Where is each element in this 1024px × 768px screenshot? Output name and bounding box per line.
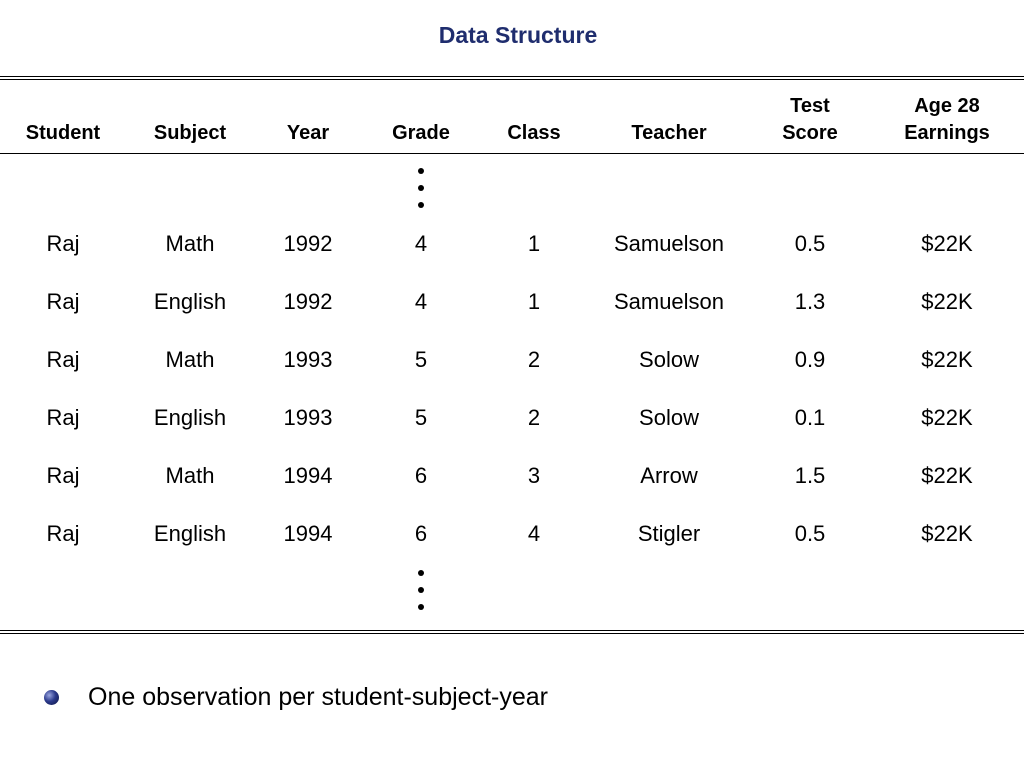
table-cell: Stigler — [637, 521, 701, 546]
table-cell: 1.3 — [794, 289, 826, 314]
table-cell: $22K — [921, 289, 973, 314]
header-grade: Grade — [392, 122, 450, 144]
table-cell: English — [153, 521, 227, 546]
table-cell: 2 — [527, 347, 541, 372]
table-cell: $22K — [921, 347, 973, 372]
table-cell: Raj — [46, 521, 80, 546]
table-cell: 2 — [527, 405, 541, 430]
table-cell: Samuelson — [613, 231, 725, 256]
header-student: Student — [25, 122, 101, 144]
table-cell: 6 — [414, 521, 428, 546]
table-row — [0, 461, 1024, 521]
table-cell: English — [153, 289, 227, 314]
table-cell: Raj — [46, 231, 80, 256]
header-class: Class — [507, 122, 561, 144]
table-cell: Samuelson — [613, 289, 725, 314]
table-cell: 1992 — [283, 231, 333, 256]
table-cell: 1994 — [283, 521, 333, 546]
header-test-score: Test Score — [782, 95, 838, 144]
bullet-item — [44, 681, 548, 713]
table-cell: Raj — [46, 289, 80, 314]
slide-title: Data Structure — [438, 22, 598, 48]
header-subject: Subject — [153, 122, 227, 144]
table-cell: 1993 — [283, 347, 333, 372]
table-cell: 0.1 — [794, 405, 826, 430]
table-header-row — [0, 91, 1024, 151]
table-top-rule — [0, 76, 1024, 77]
table-cell: Math — [165, 231, 215, 256]
table-cell: 3 — [527, 463, 541, 488]
table-cell: Raj — [46, 347, 80, 372]
table-cell: $22K — [921, 521, 973, 546]
table-header-rule — [0, 153, 1024, 154]
header-teacher: Teacher — [631, 122, 707, 144]
table-cell: 1 — [527, 231, 541, 256]
table-row — [0, 519, 1024, 579]
table-row — [0, 287, 1024, 347]
table-cell: 6 — [414, 463, 428, 488]
table-cell: Solow — [639, 347, 699, 372]
table-cell: 1.5 — [794, 463, 826, 488]
table-cell: $22K — [921, 231, 973, 256]
table-cell: 1992 — [283, 289, 333, 314]
table-cell: Arrow — [640, 463, 698, 488]
table-cell: 1 — [527, 289, 541, 314]
table-cell: Raj — [46, 405, 80, 430]
table-cell: 4 — [414, 231, 428, 256]
table-cell: Raj — [46, 463, 80, 488]
table-cell: 5 — [414, 405, 428, 430]
table-cell: Solow — [639, 405, 699, 430]
table-row — [0, 345, 1024, 405]
table-row — [0, 229, 1024, 289]
table-cell: $22K — [921, 463, 973, 488]
table-cell: 1994 — [283, 463, 333, 488]
table-cell: 0.9 — [794, 347, 826, 372]
table-cell: 5 — [414, 347, 428, 372]
vertical-ellipsis-icon — [416, 168, 426, 219]
table-cell: English — [153, 405, 227, 430]
table-row — [0, 403, 1024, 463]
sphere-bullet-icon — [44, 690, 59, 705]
table-cell: 4 — [527, 521, 541, 546]
table-cell: 4 — [414, 289, 428, 314]
table-cell: 0.5 — [794, 231, 826, 256]
vertical-ellipsis-icon — [416, 570, 426, 621]
bullet-text: One observation per student-subject-year — [88, 683, 548, 711]
table-cell: 0.5 — [794, 521, 826, 546]
table-cell: Math — [165, 347, 215, 372]
table-cell: $22K — [921, 405, 973, 430]
table-cell: Math — [165, 463, 215, 488]
table-bottom-rule — [0, 630, 1024, 631]
header-age-28-earnings: Age 28 Earnings — [904, 95, 990, 144]
table-cell: 1993 — [283, 405, 333, 430]
header-year: Year — [286, 122, 330, 144]
